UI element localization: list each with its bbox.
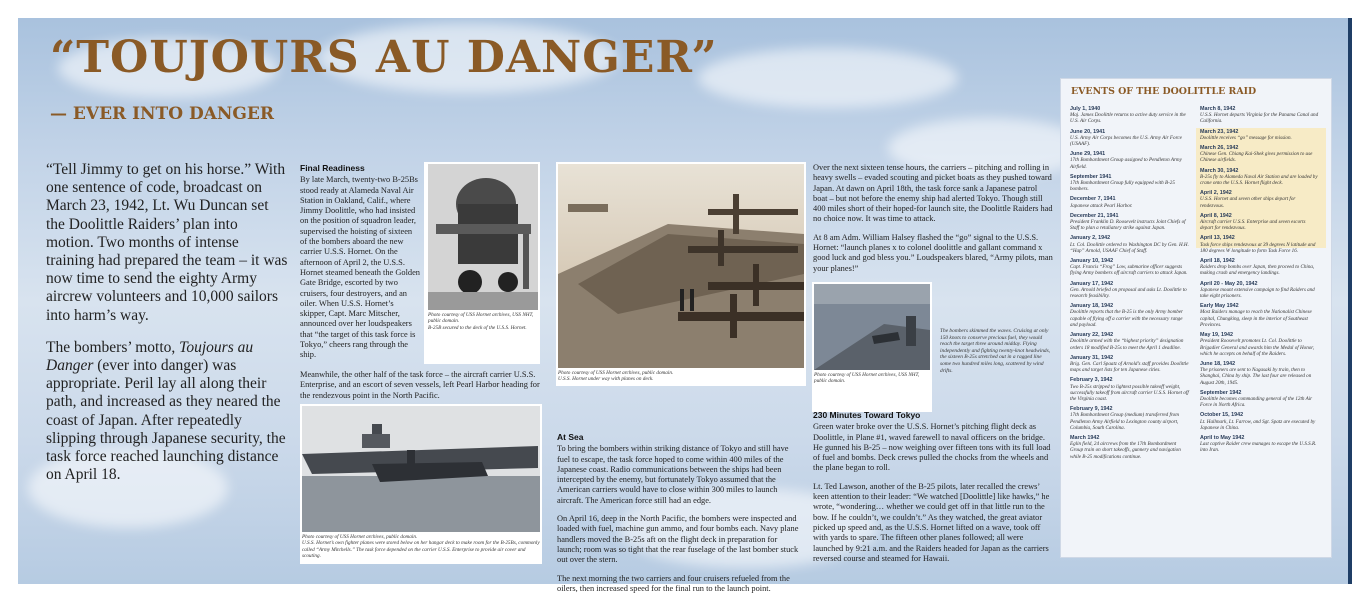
timeline-event (1070, 174, 1190, 193)
panel-edge (1348, 18, 1352, 584)
event-date: March 23, 1942 (1200, 128, 1239, 135)
timeline-title: EVENTS OF THE DOOLITTLE RAID (1071, 86, 1257, 97)
event-text: Japanese mount extensive campaign to find Raiders and take eight prisoners. (1200, 286, 1315, 300)
event-date: May 19, 1942 (1200, 332, 1233, 339)
page-subtitle: — EVER INTO DANGER (50, 104, 275, 124)
event-text: Aircraft carrier U.S.S. Enterprise and seven escorts depart for rendezvous. (1200, 219, 1306, 232)
timeline-event (1070, 151, 1190, 170)
event-text: U.S. Army Air Corps becomes the U.S. Army Air Force (USAAF). (1070, 134, 1182, 148)
intro-text (46, 161, 288, 498)
event-text: The prisoners are sent to Nagasaki by train, then to Shanghai, China by ship. The last four are released on August 20th, 1945. (1200, 367, 1312, 386)
event-text: Capt. Francis “Frog” Low, submarine officer suggests flying Army bombers off aircraft carriers to attack Japan. (1070, 264, 1188, 277)
timeline-event (1070, 258, 1190, 277)
timeline-event (1200, 129, 1320, 141)
event-text: B-25s fly to Alameda Naval Air Station and are loaded by crane onto the U.S.S. Hornet flight deck. (1200, 173, 1318, 187)
event-date: March 30, 1942 (1200, 167, 1239, 174)
timeline-column-1 (1070, 106, 1190, 464)
event-date: June 18, 1942 (1200, 360, 1236, 367)
paragraph: Green water broke over the U.S.S. Hornet’s pitching flight deck as Doolittle, in Plane #1, waved farewell to naval officers on the bridge. He gunned his B-25 – now weighing over fifteen tons with its full load of fuel and bombs. Deck crews pulled the chocks from the wheels and the plane began to roll. (813, 422, 1051, 473)
event-date: April 2, 1942 (1200, 190, 1232, 197)
event-date: January 17, 1942 (1070, 280, 1114, 287)
timeline-event (1200, 213, 1320, 232)
deck-credit: Photo courtesy of USS Hornet archives, public domain. (558, 370, 674, 376)
event-text: Doolittle becomes commanding general of the 12th Air Force in North Africa. (1200, 395, 1313, 409)
event-date: December 7, 1941 (1070, 196, 1116, 203)
paragraph: On April 16, deep in the North Pacific, the bombers were inspected and loaded with fuel, machine gun ammo, and four bombs each. Navy plane handlers moved the B-25s aft on the flight deck in preparation for launch; room was so tight that the rear fuselage of the last bomber stuck out over the stern. (557, 514, 799, 565)
timeline-event (1200, 390, 1320, 409)
launch-caption-text: The bombers skimmed the waves. Cruising at only 150 knots to conserve precious fuel, they would reach the target three around midday. Flying independently and fighting twenty-knot headwinds, the sixteen B-25s stretched out in a ragged line some two hundred miles long, scattered by wind drifts. (940, 328, 1051, 374)
event-text: Doolittle receives “go” message for mission. (1200, 134, 1292, 141)
timeline-event (1200, 258, 1320, 277)
at-sea-section (557, 432, 803, 602)
event-text: Most Raiders manage to reach the Nationalist Chinese capital, Chungking, sleep in the interior of Southeast Provinces. (1200, 309, 1312, 328)
event-text: Lt. Hallmark, Lt. Farrow, and Sgt. Spatz are executed by Japanese in China. (1200, 418, 1316, 431)
carrier-caption (302, 534, 540, 560)
timeline-event (1070, 435, 1190, 460)
event-date: January 18, 1942 (1070, 303, 1114, 310)
timeline-event (1200, 361, 1320, 386)
event-date: January 22, 1942 (1070, 332, 1114, 339)
event-text: Lt. Col. Doolittle ordered to Washington DC by Gen. H.H. “Hap” Arnold, USAAF Chief of Staff. (1070, 241, 1189, 254)
timeline-event (1070, 213, 1190, 232)
launch-photo (814, 284, 930, 370)
event-text: Two B-25s stripped to lightest possible takeoff weight, successfully takeoff from aircraft carrier U.S.S. Hornet off the Virginia coast. (1070, 383, 1189, 402)
carrier-photo (302, 406, 540, 532)
event-date: April 20 - May 20, 1942 (1200, 280, 1258, 287)
event-text: Chinese Gen. Chiang Kai-Shek gives permission to use Chinese airfields. (1200, 151, 1313, 164)
timeline-event (1070, 106, 1190, 125)
carrier-caption-text: U.S.S. Hornet’s own fighter planes were stored below on her hangar deck to make room for the B-25Bs, commonly called “Army Mitchells.” The task force depended on the carrier U.S.S. Enterprise to provide air cover and scouting. (302, 540, 540, 560)
launch-credit: Photo courtesy of USS Hornet archives, USS NHT, public domain. (814, 372, 920, 385)
section-heading: Final Readiness (300, 163, 365, 173)
paragraph: At 8 am Adm. William Halsey flashed the “go” signal to the U.S.S. Hornet: “launch planes x to colonel doolittle and gallant command x good luck and god bless you.” Loudspeakers blared, “Army pilots, man your planes!” (813, 232, 1053, 273)
middle-text-section (813, 163, 1053, 282)
event-date: September 1942 (1200, 389, 1242, 396)
event-text: U.S.S. Hornet departs Virginia for the Panama Canal and California. (1200, 112, 1319, 125)
timeline-event (1070, 303, 1190, 328)
page-title: “TOUJOURS AU DANGER” (50, 32, 718, 83)
event-date: December 21, 1941 (1070, 212, 1119, 219)
bomber-caption-text: B-25B secured to the deck of the U.S.S. Hornet. (428, 324, 527, 331)
event-date: March 8, 1942 (1200, 106, 1236, 112)
deck-photo (558, 164, 804, 368)
timeline-event (1200, 332, 1320, 357)
event-text: Maj. James Doolittle returns to active duty service in the U.S. Air Corps. (1070, 112, 1186, 125)
event-text: Eglin field, 24 aircrews from the 17th Bombardment Group train on short takeoffs, gunnery and navigation while B-25 modifications continue. (1070, 441, 1181, 460)
motto-text: Toujours au Danger (46, 338, 254, 375)
event-date: April 8, 1942 (1200, 212, 1232, 219)
event-date: July 1, 1940 (1070, 106, 1101, 112)
bomber-caption (428, 312, 538, 331)
event-date: March 26, 1942 (1200, 145, 1239, 152)
event-date: April 18, 1942 (1200, 258, 1235, 265)
event-date: February 9, 1942 (1070, 406, 1113, 413)
bomber-photo (428, 164, 538, 310)
timeline-event (1070, 355, 1190, 374)
timeline-event (1200, 435, 1320, 454)
launch-image (814, 284, 930, 370)
timeline-event (1070, 235, 1190, 254)
timeline-event (1200, 168, 1320, 187)
deck-image (558, 164, 804, 368)
timeline-column-2 (1200, 106, 1320, 458)
event-date: October 15, 1942 (1200, 412, 1244, 419)
deck-caption (558, 370, 804, 383)
event-date: April 13, 1942 (1200, 235, 1235, 242)
event-text: President Roosevelt promotes Lt. Col. Doolittle to Brigadier General and awards him the Medal of Honor, which he accepts on behalf of the Raiders. (1200, 338, 1314, 357)
timeline-event (1070, 406, 1190, 431)
timeline-event (1200, 303, 1320, 328)
paragraph: To bring the bombers within striking distance of Tokyo and still have fuel to escape, the task force hoped to come within 400 miles of the Japanese coast. Radio communications between the ships had been intercepted by the enemy, but fortunately Tokyo assumed that the American carriers would have to close within 300 miles to launch aircraft. The American force still had an edge. (557, 444, 789, 505)
minutes-section (813, 410, 1053, 572)
paragraph: Over the next sixteen tense hours, the carriers – pitching and rolling in heavy swells – evaded scouting and picket boats as they pushed toward Japan. At dawn on April 18th, the task force sank a Japanese patrol boat – but not before the enemy ship had alerted Tokyo. Though still 400 miles short of their hoped-for launch site, the Doolittle Raiders had no choice now. It was time to attack. (813, 163, 1053, 224)
intro-paragraph-2 (46, 339, 288, 485)
event-text: Japanese attack Pearl Harbor. (1070, 202, 1133, 209)
event-text: Task force ships rendezvous at 39 degrees N latitude and 180 degrees W longitude to form Task Force 16. (1200, 241, 1316, 254)
section-heading: At Sea (557, 432, 584, 442)
timeline-event (1200, 106, 1320, 125)
intro-p2-start: The bombers’ motto, (46, 338, 180, 356)
timeline-event (1200, 190, 1320, 209)
event-date: June 20, 1941 (1070, 128, 1106, 135)
timeline-event (1200, 235, 1320, 254)
paragraph: Lt. Ted Lawson, another of the B-25 pilots, later recalled the crews’ keen attention to their leader: “We watched [Doolittle] like hawks,” he wrote, “wondering… whether we could get off in that little run to the bow. If he couldn’t, we couldn’t.” As they watched, the great aviator picked up speed and, as the U.S.S. Hornet lifted on a wave, took off with yards to spare. The fifteen other planes followed; all were launched by 9:21 a.m. and the Raiders headed for Japan as the carriers reversed course and steamed for Hawaii. (813, 481, 1050, 563)
paragraph: By late March, twenty-two B-25Bs stood ready at Alameda Naval Air Station in Oakland, Calif., where Jimmy Doolittle, who had insisted on the position of squadron leader, supervised the hoisting of sixteen of the bombers aboard the new carrier U.S.S. Hornet. On the afternoon of April 2, the U.S.S. Hornet steamed beneath the Golden Gate Bridge, escorted by two cruisers, four destroyers, and an oiler. When U.S.S. Hornet’s skipper, Capt. Marc Mitscher, announced over her loudspeakers that “the target of this task force is Tokyo,” cheers rang through the ship. (300, 175, 420, 360)
final-readiness-section (300, 163, 420, 369)
carrier-credit: Photo courtesy of USS Hornet archives, public domain. (302, 534, 418, 540)
carrier-image (302, 406, 540, 532)
timeline-event (1070, 377, 1190, 402)
timeline-event (1070, 281, 1190, 300)
event-text: Doolittle reports that the B-25 is the only Army bomber capable of flying off a carrier with the necessary range and payload. (1070, 309, 1184, 328)
timeline-event (1200, 412, 1320, 431)
event-date: January 10, 1942 (1070, 258, 1114, 265)
launch-credit-caption (814, 372, 930, 385)
event-date: February 3, 1942 (1070, 377, 1113, 384)
intro-paragraph-1: “Tell Jimmy to get on his horse.” With one sentence of code, broadcast on March 23, 1942, Lt. Wu Duncan set the Doolittle Raiders’ plan into motion. Two months of intense training had prepared the team – it was now time to send the eighty Army aircrew volunteers and 10,000 sailors into harm’s way. (46, 161, 288, 324)
bomber-credit: Photo courtesy of USS Hornet archives, USS NHT, public domain. (428, 312, 534, 325)
section-heading: 230 Minutes Toward Tokyo (813, 410, 921, 420)
event-text: Last captive Raider crew manages to escape the U.S.S.R. into Iran. (1200, 441, 1317, 454)
intro-p2-end: (ever into danger) was appropriate. Peril lay all along their path, and increased as they neared the coast of Japan. After repeatedly slipping through Japanese security, the task force reached launching distance on April 18. (46, 357, 286, 484)
launch-caption (940, 328, 1052, 374)
paragraph: Meanwhile, the other half of the task force – the aircraft carrier U.S.S. Enterprise, and an escort of seven vessels, left Pearl Harbor heading for the rendezvous point in the North Pacific. (300, 370, 540, 400)
timeline-event (1070, 129, 1190, 148)
event-text: 17th Bombardment Group assigned to Pendleton Army Airfield. (1070, 157, 1182, 170)
paragraph: The next morning the two carriers and four cruisers refueled from the oilers, then increased speed for the final run to the launch point. (557, 573, 790, 593)
event-date: Early May 1942 (1200, 303, 1239, 310)
event-date: January 31, 1942 (1070, 354, 1114, 361)
event-text: Raiders drop bombs over Japan, then proceed to China, making crash and emergency landings. (1200, 264, 1315, 277)
event-date: March 1942 (1070, 434, 1100, 441)
event-text: 17th Bombardment Group (medium) transferred from Pendleton Army Airfield to Lexington county airport, Columbia, South Carolina. (1070, 412, 1179, 431)
event-text: President Franklin D. Roosevelt instructs Joint Chiefs of Staff to plan a retaliatory strike against Japan. (1070, 219, 1186, 232)
event-text: Brig. Gen. Carl Spaatz of Arnold’s staff provides Doolittle maps and target lists for ten Japanese cities. (1070, 360, 1189, 374)
bomber-image (428, 164, 538, 310)
event-date: September 1941 (1070, 173, 1112, 180)
event-text: 17th Bombardment Group fully equipped with B-25 bombers. (1070, 180, 1175, 193)
event-date: April to May 1942 (1200, 434, 1245, 441)
event-date: June 29, 1941 (1070, 151, 1106, 158)
timeline-event (1070, 196, 1190, 208)
timeline-event (1200, 281, 1320, 300)
timeline-event (1070, 332, 1190, 351)
deck-caption-text: U.S.S. Hornet under way with planes on deck. (558, 376, 654, 383)
event-text: Gen. Arnold briefed on proposal and asks Lt. Doolittle to research feasibility. (1070, 286, 1187, 300)
timeline-event (1200, 145, 1320, 164)
event-text: Doolittle armed with the “highest priority” designation orders 18 modified B-25s to meet the April 1 deadline. (1070, 338, 1184, 351)
event-date: January 2, 1942 (1070, 235, 1111, 242)
event-text: U.S.S. Hornet and seven other ships depart for rendezvous. (1200, 196, 1296, 209)
